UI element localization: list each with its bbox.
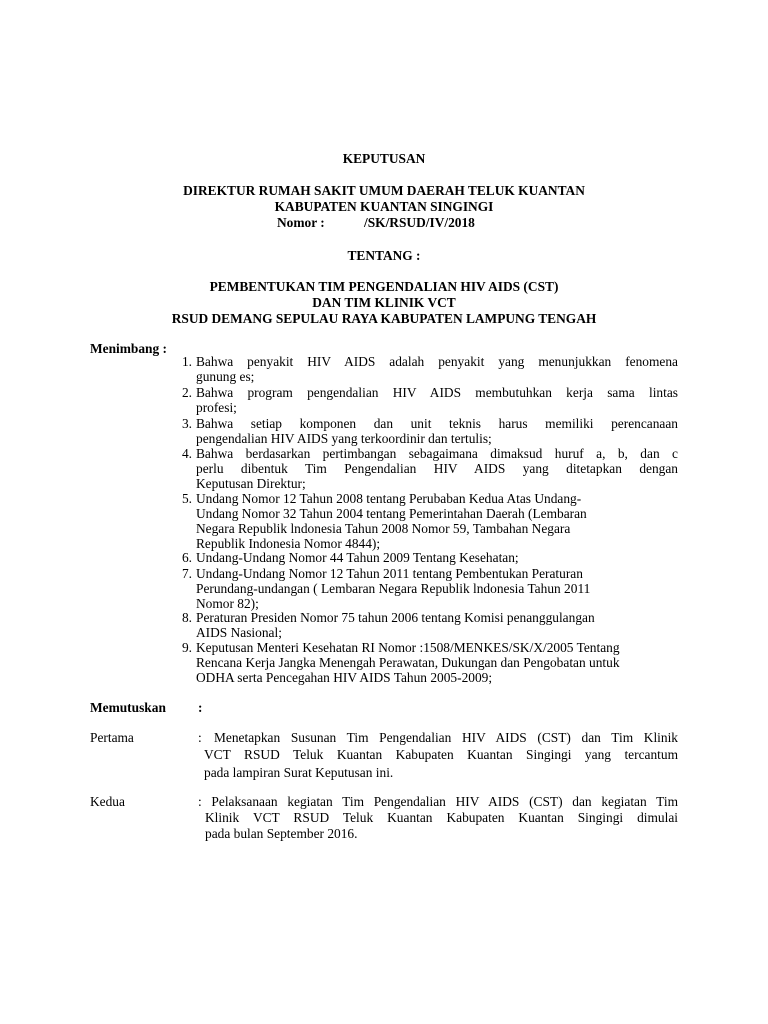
list-item bbox=[196, 566, 678, 611]
pertama-paragraph-cont bbox=[204, 746, 678, 782]
list-item-line: AIDS Nasional; bbox=[196, 625, 282, 640]
memutuskan-label: Memutuskan bbox=[90, 700, 166, 715]
list-item-line: perlu dibentuk Tim Pengendalian HIV AIDS yang ditetapkan dengan bbox=[196, 461, 678, 476]
list-item bbox=[196, 446, 678, 491]
pertama-colon: : bbox=[198, 730, 202, 745]
list-item bbox=[196, 610, 678, 640]
list-item bbox=[196, 354, 678, 384]
subject-line-3: RSUD DEMANG SEPULAU RAYA KABUPATEN LAMPUNG TENGAH bbox=[171, 311, 597, 326]
kedua-label: Kedua bbox=[90, 794, 125, 809]
list-item-line: Bahwa setiap komponen dan unit teknis harus memiliki perencanaan bbox=[196, 416, 678, 431]
list-item-line: Keputusan Menteri Kesehatan RI Nomor :1508/MENKES/SK/X/2005 Tentang bbox=[196, 640, 620, 655]
list-item bbox=[196, 640, 678, 685]
list-item bbox=[196, 385, 678, 415]
list-item-line: Perundang-undangan ( Lembaran Negara Republik lndonesia Tahun 2011 bbox=[196, 581, 591, 596]
subject-line-1: PEMBENTUKAN TIM PENGENDALIAN HIV AIDS (CST) bbox=[209, 279, 559, 294]
pertama-label: Pertama bbox=[90, 730, 134, 745]
list-item-line: Peraturan Presiden Nomor 75 tahun 2006 tentang Komisi penanggulangan bbox=[196, 610, 595, 625]
list-item-line: Bahwa berdasarkan pertimbangan sebagaimana dimaksud huruf a, b, dan c bbox=[196, 446, 678, 461]
list-item-line: Undang Nomor 12 Tahun 2008 tentang Perubaban Kedua Atas Undang- bbox=[196, 491, 582, 506]
tentang-heading: TENTANG : bbox=[347, 248, 421, 263]
list-item-line: pengendalian HIV AIDS yang terkoordinir dan tertulis; bbox=[196, 431, 492, 446]
list-item-line: Bahwa program pengendalian HIV AIDS membutuhkan kerja sama lintas bbox=[196, 385, 678, 400]
kedua-line: pada bulan September 2016. bbox=[205, 826, 358, 841]
list-item-number: 7. bbox=[181, 566, 192, 581]
list-item-line: Undang Nomor 32 Tahun 2004 tentang Pemerintahan Daerah (Lembaran bbox=[196, 506, 587, 521]
nomor-value: /SK/RSUD/IV/2018 bbox=[364, 215, 475, 230]
document-title: KEPUTUSAN bbox=[342, 151, 426, 166]
list-item-number: 9. bbox=[181, 640, 192, 655]
kedua-paragraph bbox=[198, 794, 678, 810]
list-item-line: profesi; bbox=[196, 400, 237, 415]
pertama-line: pada lampiran Surat Keputusan ini. bbox=[204, 765, 394, 780]
list-item-number: 3. bbox=[181, 416, 192, 431]
list-item-line: Republik Indonesia Nomor 4844); bbox=[196, 536, 381, 551]
list-item-line: Rencana Kerja Jangka Menengah Perawatan, Dukungan dan Pengobatan untuk bbox=[196, 655, 620, 670]
subject-line-2: DAN TIM KLINIK VCT bbox=[312, 295, 456, 310]
list-item bbox=[196, 416, 678, 446]
list-item-line: Undang-Undang Nomor 44 Tahun 2009 Tentang Kesehatan; bbox=[196, 550, 519, 565]
nomor-label: Nomor : bbox=[277, 215, 325, 230]
menimbang-label: Menimbang : bbox=[90, 341, 167, 356]
list-item-number: 1. bbox=[181, 354, 192, 369]
list-item-line: Keputusan Direktur; bbox=[196, 476, 306, 491]
list-item-line: Negara Republik lndonesia Tahun 2008 Nomor 59, Tambahan Negara bbox=[196, 521, 571, 536]
kedua-line: Klinik VCT RSUD Teluk Kuantan Kabupaten Kuantan Singingi dimulai bbox=[205, 810, 678, 825]
kedua-paragraph-cont bbox=[205, 810, 678, 842]
issuer-line-1: DIREKTUR RUMAH SAKIT UMUM DAERAH TELUK KUANTAN bbox=[183, 183, 585, 198]
pertama-paragraph bbox=[214, 730, 678, 746]
list-item-line: Undang-Undang Nomor 12 Tahun 2011 tentang Pembentukan Peraturan bbox=[196, 566, 583, 581]
kedua-line: : Pelaksanaan kegiatan Tim Pengendalian HIV AIDS (CST) dan kegiatan Tim bbox=[198, 794, 678, 809]
list-item-number: 2. bbox=[181, 385, 192, 400]
list-item-number: 5. bbox=[181, 491, 192, 506]
pertama-line: Menetapkan Susunan Tim Pengendalian HIV AIDS (CST) dan Tim Klinik bbox=[214, 730, 678, 745]
pertama-line: VCT RSUD Teluk Kuantan Kabupaten Kuantan Singingi yang tercantum bbox=[204, 747, 678, 762]
list-item-line: Bahwa penyakit HIV AIDS adalah penyakit yang menunjukkan fenomena bbox=[196, 354, 678, 369]
memutuskan-colon: : bbox=[198, 700, 203, 715]
list-item bbox=[196, 550, 678, 565]
list-item-number: 8. bbox=[181, 610, 192, 625]
list-item-number: 4. bbox=[181, 446, 192, 461]
list-item-line: gunung es; bbox=[196, 369, 255, 384]
list-item-number: 6. bbox=[181, 550, 192, 565]
list-item bbox=[196, 491, 678, 551]
issuer-line-2: KABUPATEN KUANTAN SINGINGI bbox=[274, 199, 494, 214]
list-item-line: Nomor 82); bbox=[196, 596, 259, 611]
list-item-line: ODHA serta Pencegahan HIV AIDS Tahun 2005-2009; bbox=[196, 670, 493, 685]
